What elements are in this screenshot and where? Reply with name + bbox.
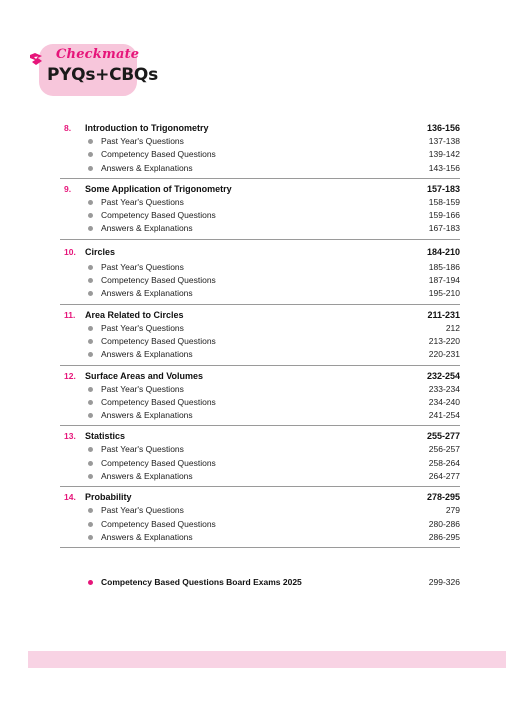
bullet-icon	[88, 400, 93, 405]
list-item[interactable]	[60, 396, 460, 409]
chapter-9	[60, 179, 460, 240]
list-item[interactable]	[60, 196, 460, 209]
item-label: Answers & Explanations	[101, 531, 193, 542]
bullet-icon	[88, 352, 93, 357]
item-pages: 187-194	[428, 275, 460, 286]
list-item[interactable]	[60, 457, 460, 470]
item-label: Past Year's Questions	[101, 261, 184, 272]
list-item[interactable]	[60, 518, 460, 531]
chapter-number: 10.	[64, 246, 76, 257]
item-label: Competency Based Questions	[101, 518, 216, 529]
bullet-icon	[88, 213, 93, 218]
bullet-icon	[88, 265, 93, 270]
checkmate-logo	[29, 44, 158, 96]
chapter-8	[60, 118, 460, 179]
chapter-pages: 184-210	[426, 246, 460, 257]
list-item[interactable]	[60, 287, 460, 300]
item-label: Answers & Explanations	[101, 349, 193, 360]
divider	[60, 547, 460, 548]
bullet-icon	[88, 278, 93, 283]
chapter-title: Some Application of Trigonometry	[85, 183, 232, 194]
item-label: Answers & Explanations	[101, 162, 193, 173]
item-pages: 264-277	[428, 471, 460, 482]
footer-bar	[28, 651, 506, 668]
chapter-heading[interactable]	[60, 118, 460, 135]
item-label: Past Year's Questions	[101, 322, 184, 333]
item-label: Answers & Explanations	[101, 288, 193, 299]
chapter-10	[60, 240, 460, 305]
item-pages: 139-142	[428, 149, 460, 160]
chapter-pages: 157-183	[426, 183, 460, 194]
logo-script-text: Checkmate	[56, 47, 140, 62]
chapter-title: Introduction to Trigonometry	[85, 123, 209, 133]
chapter-number: 9.	[64, 183, 72, 194]
item-label: Competency Based Questions Board Exams 2025	[101, 577, 302, 587]
bullet-icon	[88, 447, 93, 452]
chapter-title: Surface Areas and Volumes	[85, 370, 204, 381]
item-pages: 212	[445, 322, 460, 333]
chapter-number: 14.	[64, 492, 76, 503]
chapter-number: 11.	[64, 309, 76, 320]
list-item[interactable]	[60, 383, 460, 396]
list-item[interactable]	[60, 209, 460, 222]
bullet-icon	[88, 461, 93, 466]
chapter-pages: 211-231	[427, 309, 460, 320]
list-item[interactable]	[60, 322, 460, 335]
item-label: Answers & Explanations	[101, 410, 193, 421]
item-label: Answers & Explanations	[101, 223, 193, 234]
list-item[interactable]	[60, 335, 460, 348]
item-pages: 234-240	[428, 396, 460, 407]
bullet-icon	[88, 166, 93, 171]
item-pages: 299-326	[428, 577, 460, 587]
item-pages: 280-286	[428, 518, 460, 529]
item-pages: 286-295	[428, 531, 460, 542]
list-item[interactable]	[60, 222, 460, 235]
item-pages: 167-183	[428, 223, 460, 234]
item-label: Competency Based Questions	[101, 396, 216, 407]
item-pages: 220-231	[428, 349, 460, 360]
logo-main-text: PYQs+CBQs	[47, 65, 158, 85]
bullet-icon	[88, 387, 93, 392]
bullet-icon	[88, 291, 93, 296]
chapter-heading[interactable]	[60, 366, 460, 383]
item-label: Competency Based Questions	[101, 210, 216, 221]
chapter-title: Circles	[85, 246, 116, 257]
bullet-icon	[88, 139, 93, 144]
logo-mark-icon	[29, 52, 43, 66]
bullet-icon	[88, 413, 93, 418]
chapter-number: 13.	[64, 431, 76, 442]
list-item[interactable]	[60, 470, 460, 483]
list-item[interactable]	[60, 162, 460, 175]
item-pages: 137-138	[428, 136, 460, 146]
list-item[interactable]	[60, 348, 460, 361]
item-label: Past Year's Questions	[101, 196, 184, 207]
item-pages: 213-220	[428, 335, 460, 346]
bullet-icon	[88, 152, 93, 157]
item-pages: 233-234	[428, 383, 460, 394]
list-item[interactable]	[60, 135, 460, 148]
item-pages: 143-156	[428, 162, 460, 173]
item-pages: 159-166	[428, 210, 460, 221]
list-item[interactable]	[60, 409, 460, 422]
item-label: Competency Based Questions	[101, 275, 216, 286]
chapter-12	[60, 366, 460, 427]
item-pages: 256-257	[428, 444, 460, 455]
chapter-number: 8.	[64, 123, 72, 133]
item-pages: 158-159	[428, 196, 460, 207]
bullet-icon	[88, 339, 93, 344]
list-item[interactable]	[60, 531, 460, 544]
board-exams-entry[interactable]	[60, 576, 460, 590]
item-pages: 279	[445, 505, 460, 516]
chapter-11	[60, 305, 460, 366]
chapter-heading[interactable]	[60, 426, 460, 443]
item-label: Past Year's Questions	[101, 383, 184, 394]
chapter-heading[interactable]	[60, 487, 460, 504]
bullet-icon	[88, 508, 93, 513]
chapter-title: Area Related to Circles	[85, 309, 184, 320]
item-pages: 258-264	[428, 457, 460, 468]
item-label: Past Year's Questions	[101, 136, 184, 146]
chapter-title: Statistics	[85, 431, 126, 442]
bullet-icon	[88, 474, 93, 479]
item-label: Past Year's Questions	[101, 444, 184, 455]
chapter-pages: 278-295	[426, 492, 460, 503]
chapter-13	[60, 426, 460, 487]
list-item[interactable]	[60, 148, 460, 161]
table-of-contents	[60, 118, 460, 548]
list-item[interactable]	[60, 261, 460, 274]
list-item[interactable]	[60, 274, 460, 287]
bullet-icon	[88, 326, 93, 331]
list-item[interactable]	[60, 504, 460, 517]
chapter-title: Probability	[85, 492, 132, 503]
chapter-pages: 232-254	[426, 370, 460, 381]
item-label: Competency Based Questions	[101, 335, 216, 346]
chapter-heading[interactable]	[60, 240, 460, 261]
chapter-number: 12.	[64, 370, 76, 381]
chapter-14	[60, 487, 460, 548]
bullet-icon	[88, 226, 93, 231]
item-label: Answers & Explanations	[101, 471, 193, 482]
chapter-heading[interactable]	[60, 305, 460, 322]
item-label: Past Year's Questions	[101, 505, 184, 516]
chapter-pages: 255-277	[426, 431, 460, 442]
item-label: Competency Based Questions	[101, 457, 216, 468]
chapter-heading[interactable]	[60, 179, 460, 196]
bullet-icon	[88, 535, 93, 540]
item-pages: 241-254	[428, 410, 460, 421]
bullet-icon	[88, 522, 93, 527]
item-pages: 195-210	[428, 288, 460, 299]
item-pages: 185-186	[428, 261, 460, 272]
bullet-icon	[88, 200, 93, 205]
item-label: Competency Based Questions	[101, 149, 216, 160]
chapter-pages: 136-156	[426, 123, 460, 133]
list-item[interactable]	[60, 443, 460, 456]
bullet-icon	[88, 580, 93, 585]
